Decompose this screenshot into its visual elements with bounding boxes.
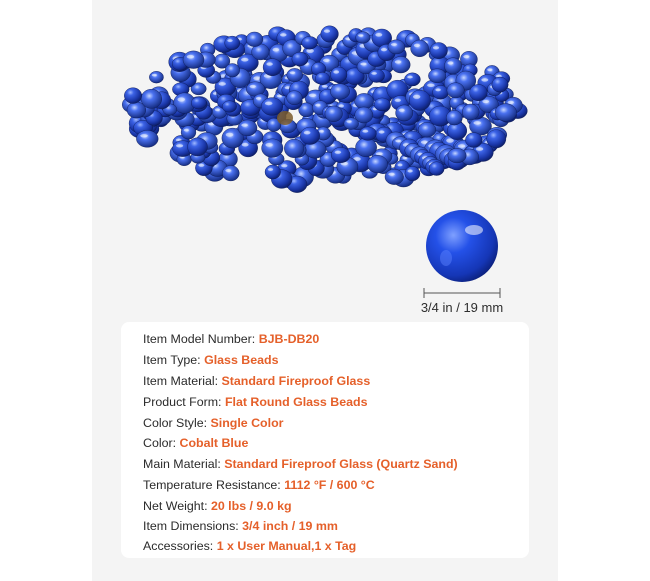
spec-row-main-material: Main Material: Standard Fireproof Glass (Quartz Sand) <box>143 457 458 471</box>
spec-row-temperature: Temperature Resistance: 1112 °F / 600 °C <box>143 478 375 492</box>
dimension-label: 3/4 in / 19 mm <box>420 300 504 315</box>
spec-row-color-style: Color Style: Single Color <box>143 416 284 430</box>
spec-row-model: Item Model Number: BJB-DB20 <box>143 332 320 346</box>
spec-row-type: Item Type: Glass Beads <box>143 353 279 367</box>
glass-beads-pile-image <box>120 24 530 194</box>
dimension-marker <box>416 286 508 300</box>
spec-row-form: Product Form: Flat Round Glass Beads <box>143 395 368 409</box>
spec-row-color: Color: Cobalt Blue <box>143 436 249 450</box>
single-bead-image <box>422 208 502 288</box>
spec-row-material: Item Material: Standard Fireproof Glass <box>143 374 371 388</box>
spec-row-accessories: Accessories: 1 x User Manual,1 x Tag <box>143 539 357 553</box>
spec-row-dimensions: Item Dimensions: 3/4 inch / 19 mm <box>143 519 338 533</box>
specifications-card <box>121 322 529 558</box>
spec-row-net-weight: Net Weight: 20 lbs / 9.0 kg <box>143 499 292 513</box>
